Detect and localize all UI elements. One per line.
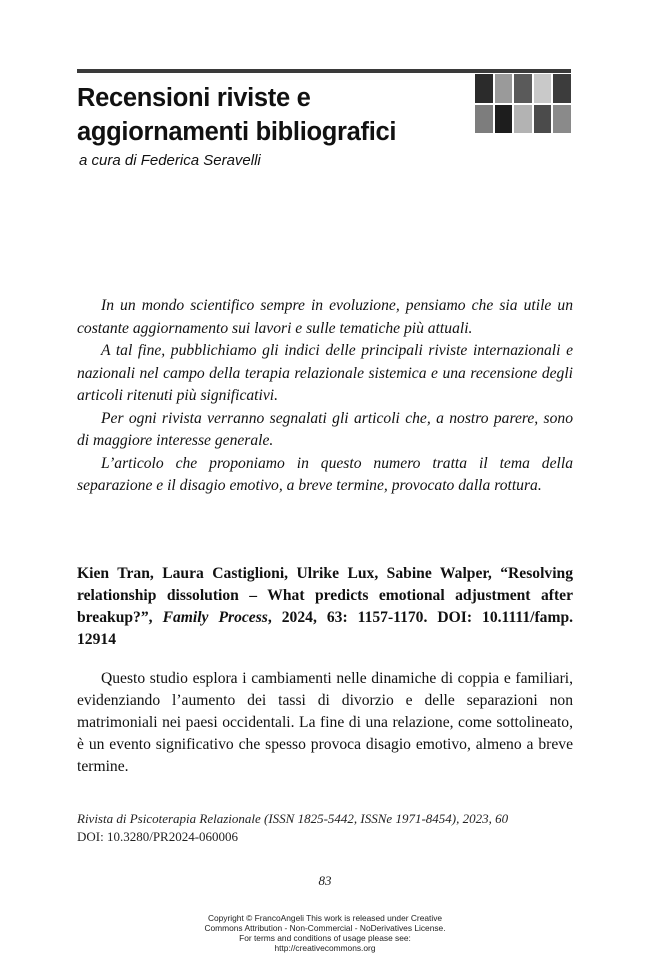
photo-tile	[475, 105, 493, 134]
photo-tile	[475, 74, 493, 103]
photo-tile	[495, 105, 513, 134]
journal-reference: Rivista di Psicoterapia Relazionale (ISSN 1825-5442, ISSNe 1971-8454), 2023, 60	[77, 811, 509, 826]
photo-tile	[553, 105, 571, 134]
article-authors-title: Kien Tran, Laura Castiglioni, Ulrike Lux, Sabine Walper, “Resolving relationship dissolution – What predicts emotional adjustment after breakup?”	[77, 565, 573, 626]
article-journal: Family Process	[162, 609, 268, 626]
photo-collage-image	[475, 74, 571, 133]
intro-paragraph: L’articolo che proponiamo in questo numero tratta il tema della separazione e il disagio emotivo, a breve termine, provocato dalla rottura.	[77, 454, 573, 494]
page-title-line-2: aggiornamenti bibliografici	[77, 118, 397, 146]
photo-tile	[553, 74, 571, 103]
page-number: 83	[318, 873, 332, 888]
copyright-line: http://creativecommons.org	[274, 943, 376, 953]
photo-tile	[514, 105, 532, 134]
header-rule	[77, 69, 571, 73]
summary-paragraph: Questo studio esplora i cambiamenti nelle dinamiche di coppia e familiari, evidenziando l’aumento dei tassi di divorzio e delle separazioni non matrimoniali nei paesi occidentali. La fine di una relazione, come sottolineato, è un evento significativo che spesso provoca disagio emotivo, almeno a breve termine.	[77, 670, 573, 775]
page-title	[77, 81, 467, 149]
citation-separator: ,	[148, 609, 163, 626]
intro-paragraph: A tal fine, pubblichiamo gli indici delle principali riviste internazionali e nazionali nel campo della terapia relazionale sistemica e una recensione degli articoli ritenuti più significativi.	[77, 342, 573, 404]
photo-tile	[495, 74, 513, 103]
intro-text	[77, 295, 573, 498]
intro-paragraph: Per ogni rivista verranno segnalati gli articoli che, a nostro parere, sono di maggiore interesse generale.	[77, 409, 573, 449]
article-citation	[77, 563, 573, 651]
copyright-line: Commons Attribution - Non-Commercial - NoDerivatives License.	[204, 923, 446, 933]
photo-tile	[534, 105, 552, 134]
page-doi: DOI: 10.3280/PR2024-060006	[77, 829, 239, 844]
page-title-line-1: Recensioni riviste e	[77, 84, 311, 112]
article-summary	[77, 668, 573, 778]
photo-tile	[534, 74, 552, 103]
copyright-line: Copyright © FrancoAngeli This work is released under Creative	[207, 913, 443, 923]
intro-paragraph: In un mondo scientifico sempre in evoluzione, pensiamo che sia utile un costante aggiornamento sui lavori e sulle tematiche più attuali.	[77, 297, 573, 337]
article-details: , 2024, 63: 1157-1170. DOI: 10.1111/famp. 12914	[77, 609, 574, 648]
photo-tile	[514, 74, 532, 103]
copyright-line: For terms and conditions of usage please see:	[239, 933, 411, 943]
curator-credit: a cura di Federica Seravelli	[79, 152, 261, 169]
copyright-notice	[0, 913, 650, 953]
